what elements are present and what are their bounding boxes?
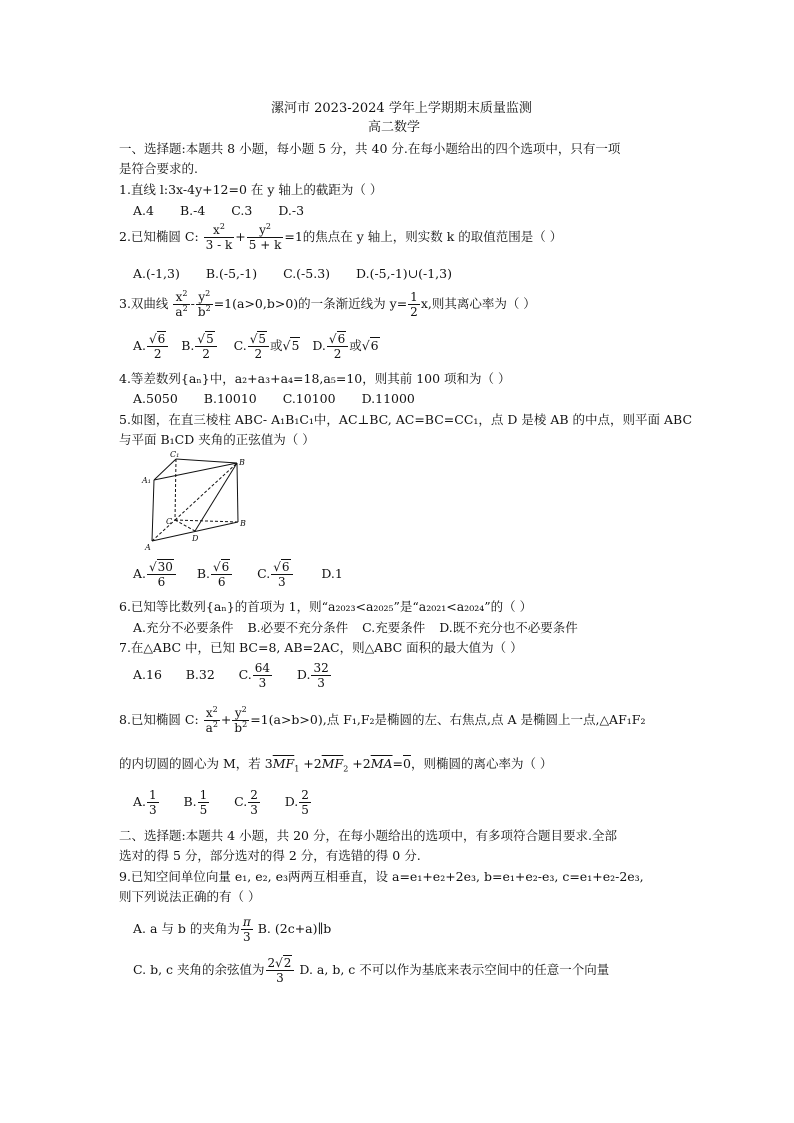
- q3-fraction-y: $\frac{y^2}{b^2}$: [197, 289, 211, 319]
- label-d: D: [192, 534, 199, 543]
- section1-heading-line2: 是符合要求的.: [119, 161, 198, 176]
- q6-option-a: A.充分不必要条件: [133, 620, 234, 635]
- q9-options-ab: A. a 与 b 的夹角为 $\frac{\pi}{3}$ B. (2c+a)∥b: [133, 915, 332, 944]
- q9-option-c: C. b, c 夹角的余弦值为: [133, 962, 265, 977]
- q3-mid: (a>0,b>0)的一条渐近线为 y=: [232, 296, 408, 311]
- q5-stem-line1: 5.如图，在直三棱柱 ABC- A₁B₁C₁中，AC⊥BC, AC=BC=CC₁，点 D 是棱 AB 的中点，则平面 ABC: [119, 412, 693, 427]
- q1-option-d: D.-3: [278, 203, 305, 218]
- label-c: C: [166, 517, 173, 526]
- q6-option-d: D.既不充分也不必要条件: [439, 620, 578, 635]
- q8-stem-line1: 8.已知椭圆 C: $\frac{x^2}{a^2}$ + $\frac{y^2}{b^2}$ =1(a>b>0),点 F₁,F₂是椭圆的左、右焦点,点 A 是椭圆上一点,△AF₁F₂: [119, 705, 646, 735]
- q2-fraction-x: $\frac{x^2}{3 - k}$: [205, 222, 233, 252]
- q3-suffix: x,则其离心率为（ ）: [420, 296, 536, 311]
- q2-options: [133, 266, 474, 282]
- q3-options: A. $\frac{√6}{2}$ B. $\frac{√5}{2}$ C. $\frac{√5}{2}$ 或√5 D. $\frac{√6}{2}$ 或√6: [133, 332, 379, 361]
- q8-line2a: 的内切圆的圆心为 M，若: [119, 756, 261, 771]
- label-a1: A₁: [142, 476, 151, 485]
- q6-options: [133, 620, 600, 636]
- q3-slope: $\frac{1}{2}$: [410, 290, 418, 319]
- label-b1: B: [239, 458, 245, 467]
- q2-option-d: D.(-5,-1)∪(-1,3): [356, 266, 452, 281]
- q4-option-d: D.11000: [361, 391, 415, 406]
- label-b: B: [240, 519, 246, 528]
- q1-option-b: B.-4: [179, 203, 206, 218]
- q1-option-c: C.3: [231, 203, 253, 218]
- q3-fraction-x: $\frac{x^2}{a^2}$: [175, 289, 188, 319]
- q2-option-a: A.(-1,3): [133, 266, 180, 281]
- q8-suffix: (a>b>0),点 F₁,F₂是椭圆的左、右焦点,点 A 是椭圆上一点,△AF₁F₂: [268, 712, 646, 727]
- q1-options: [133, 203, 326, 219]
- q7-options: A.16 B.32 C. $\frac{64}{3}$ D. $\frac{32}{3}$: [133, 661, 329, 690]
- section2-heading-line2: 选对的得 5 分，部分选对的得 2 分，有选错的得 0 分.: [119, 848, 421, 863]
- q4-option-c: C.10100: [282, 391, 336, 406]
- q7-option-b: B.32: [185, 667, 215, 682]
- q8-prefix: 8.已知椭圆 C:: [119, 712, 199, 727]
- q2-stem: 2.已知椭圆 C: $\frac{x^2}{3 - k}$ + $\frac{y^2}{5 + k}$ =1的焦点在 y 轴上，则实数 k 的取值范围是（ ）: [119, 222, 563, 252]
- q2-option-c: C.(-5.3): [283, 266, 331, 281]
- q8-line2b: ，则椭圆的离心率为（ ）: [410, 756, 553, 771]
- q5-options: A. $\frac{√30}{6}$ B. $\frac{√6}{6}$ C. $\frac{√6}{3}$ D.1: [133, 560, 343, 589]
- q3-prefix: 3.双曲线: [119, 296, 169, 311]
- q2-option-b: B.(-5,-1): [205, 266, 258, 281]
- q4-options: [133, 391, 437, 407]
- q7-stem: 7.在△ABC 中，已知 BC=8, AB=2AC，则△ABC 面积的最大值为（ ）: [119, 640, 523, 655]
- q9-stem-line2: 则下列说法正确的有（ ）: [119, 889, 261, 904]
- q4-option-b: B.10010: [203, 391, 257, 406]
- q9-stem-line1: 9.已知空间单位向量 e₁, e₂, e₃两两互相垂直，设 a=e₁+e₂+2e₃, b=e₁+e₂-e₃, c=e₁+e₂-2e₃,: [119, 869, 644, 884]
- label-c1: C₁: [170, 450, 180, 459]
- q9-option-d: D. a, b, c 不可以作为基底来表示空间中的任意一个向量: [299, 962, 610, 977]
- q8-stem-line2: 的内切圆的圆心为 M，若 $3\overline{MF}_1 +2\overline{MF}_2 +2\overline{MA}=0$，则椭圆的离心率为（ ）: [119, 756, 553, 774]
- section2-heading-line1: 二、选择题:本题共 4 小题，共 20 分，在每小题给出的选项中，有多项符合题目要求.全部: [119, 828, 617, 843]
- q8-options: A. $\frac{1}{3}$ B. $\frac{1}{5}$ C. $\frac{2}{3}$ D. $\frac{2}{5}$: [133, 788, 309, 817]
- q9-option-b: B. (2c+a)∥b: [257, 921, 332, 936]
- q9-options-cd: C. b, c 夹角的余弦值为 $\frac{2√2}{3}$ D. a, b, c 不可以作为基底来表示空间中的任意一个向量: [133, 956, 610, 985]
- q9-option-a: A. a 与 b 的夹角为: [133, 921, 240, 936]
- q3-stem: 3.双曲线 $\frac{x^2}{a^2}$ - $\frac{y^2}{b^2}$ =1(a>0,b>0)的一条渐近线为 y= $\frac{1}{2}$ x,则其离心率为（ ）: [119, 289, 536, 319]
- q2-prefix: 2.已知椭圆 C:: [119, 229, 199, 244]
- q6-option-b: B.必要不充分条件: [247, 620, 349, 635]
- q1-option-a: A.4: [133, 203, 154, 218]
- section1-heading-line1: 一、选择题:本题共 8 小题，每小题 5 分，共 40 分.在每小题给出的四个选项中，只有一项: [119, 141, 621, 156]
- q4-option-a: A.5050: [133, 391, 178, 406]
- q5-option-d: D.1: [321, 566, 343, 581]
- q5-prism-figure: [140, 450, 255, 553]
- q4-stem: 4.等差数列{aₙ}中，a₂+a₃+a₄=18,a₅=10，则其前 100 项和为（ ）: [119, 371, 511, 386]
- q6-option-c: C.充要条件: [362, 620, 426, 635]
- label-a: A: [145, 543, 151, 552]
- page-subtitle: 高二数学: [368, 120, 421, 135]
- q1-stem: 1.直线 l:3x-4y+12=0 在 y 轴上的截距为（ ）: [119, 182, 383, 197]
- q2-suffix: 的焦点在 y 轴上，则实数 k 的取值范围是（ ）: [302, 229, 563, 244]
- q5-stem-line2: 与平面 B₁CD 夹角的正弦值为（ ）: [119, 432, 315, 447]
- q6-stem: 6.已知等比数列{aₙ}的首项为 1，则“a₂₀₂₃<a₂₀₂₅”是“a₂₀₂₁<a₂₀₂₄”的（ ）: [119, 599, 533, 614]
- q2-fraction-y: $\frac{y^2}{5 + k}$: [248, 222, 282, 252]
- page-title: 漯河市 2023-2024 学年上学期期末质量监测: [271, 101, 532, 116]
- q7-option-a: A.16: [133, 667, 162, 682]
